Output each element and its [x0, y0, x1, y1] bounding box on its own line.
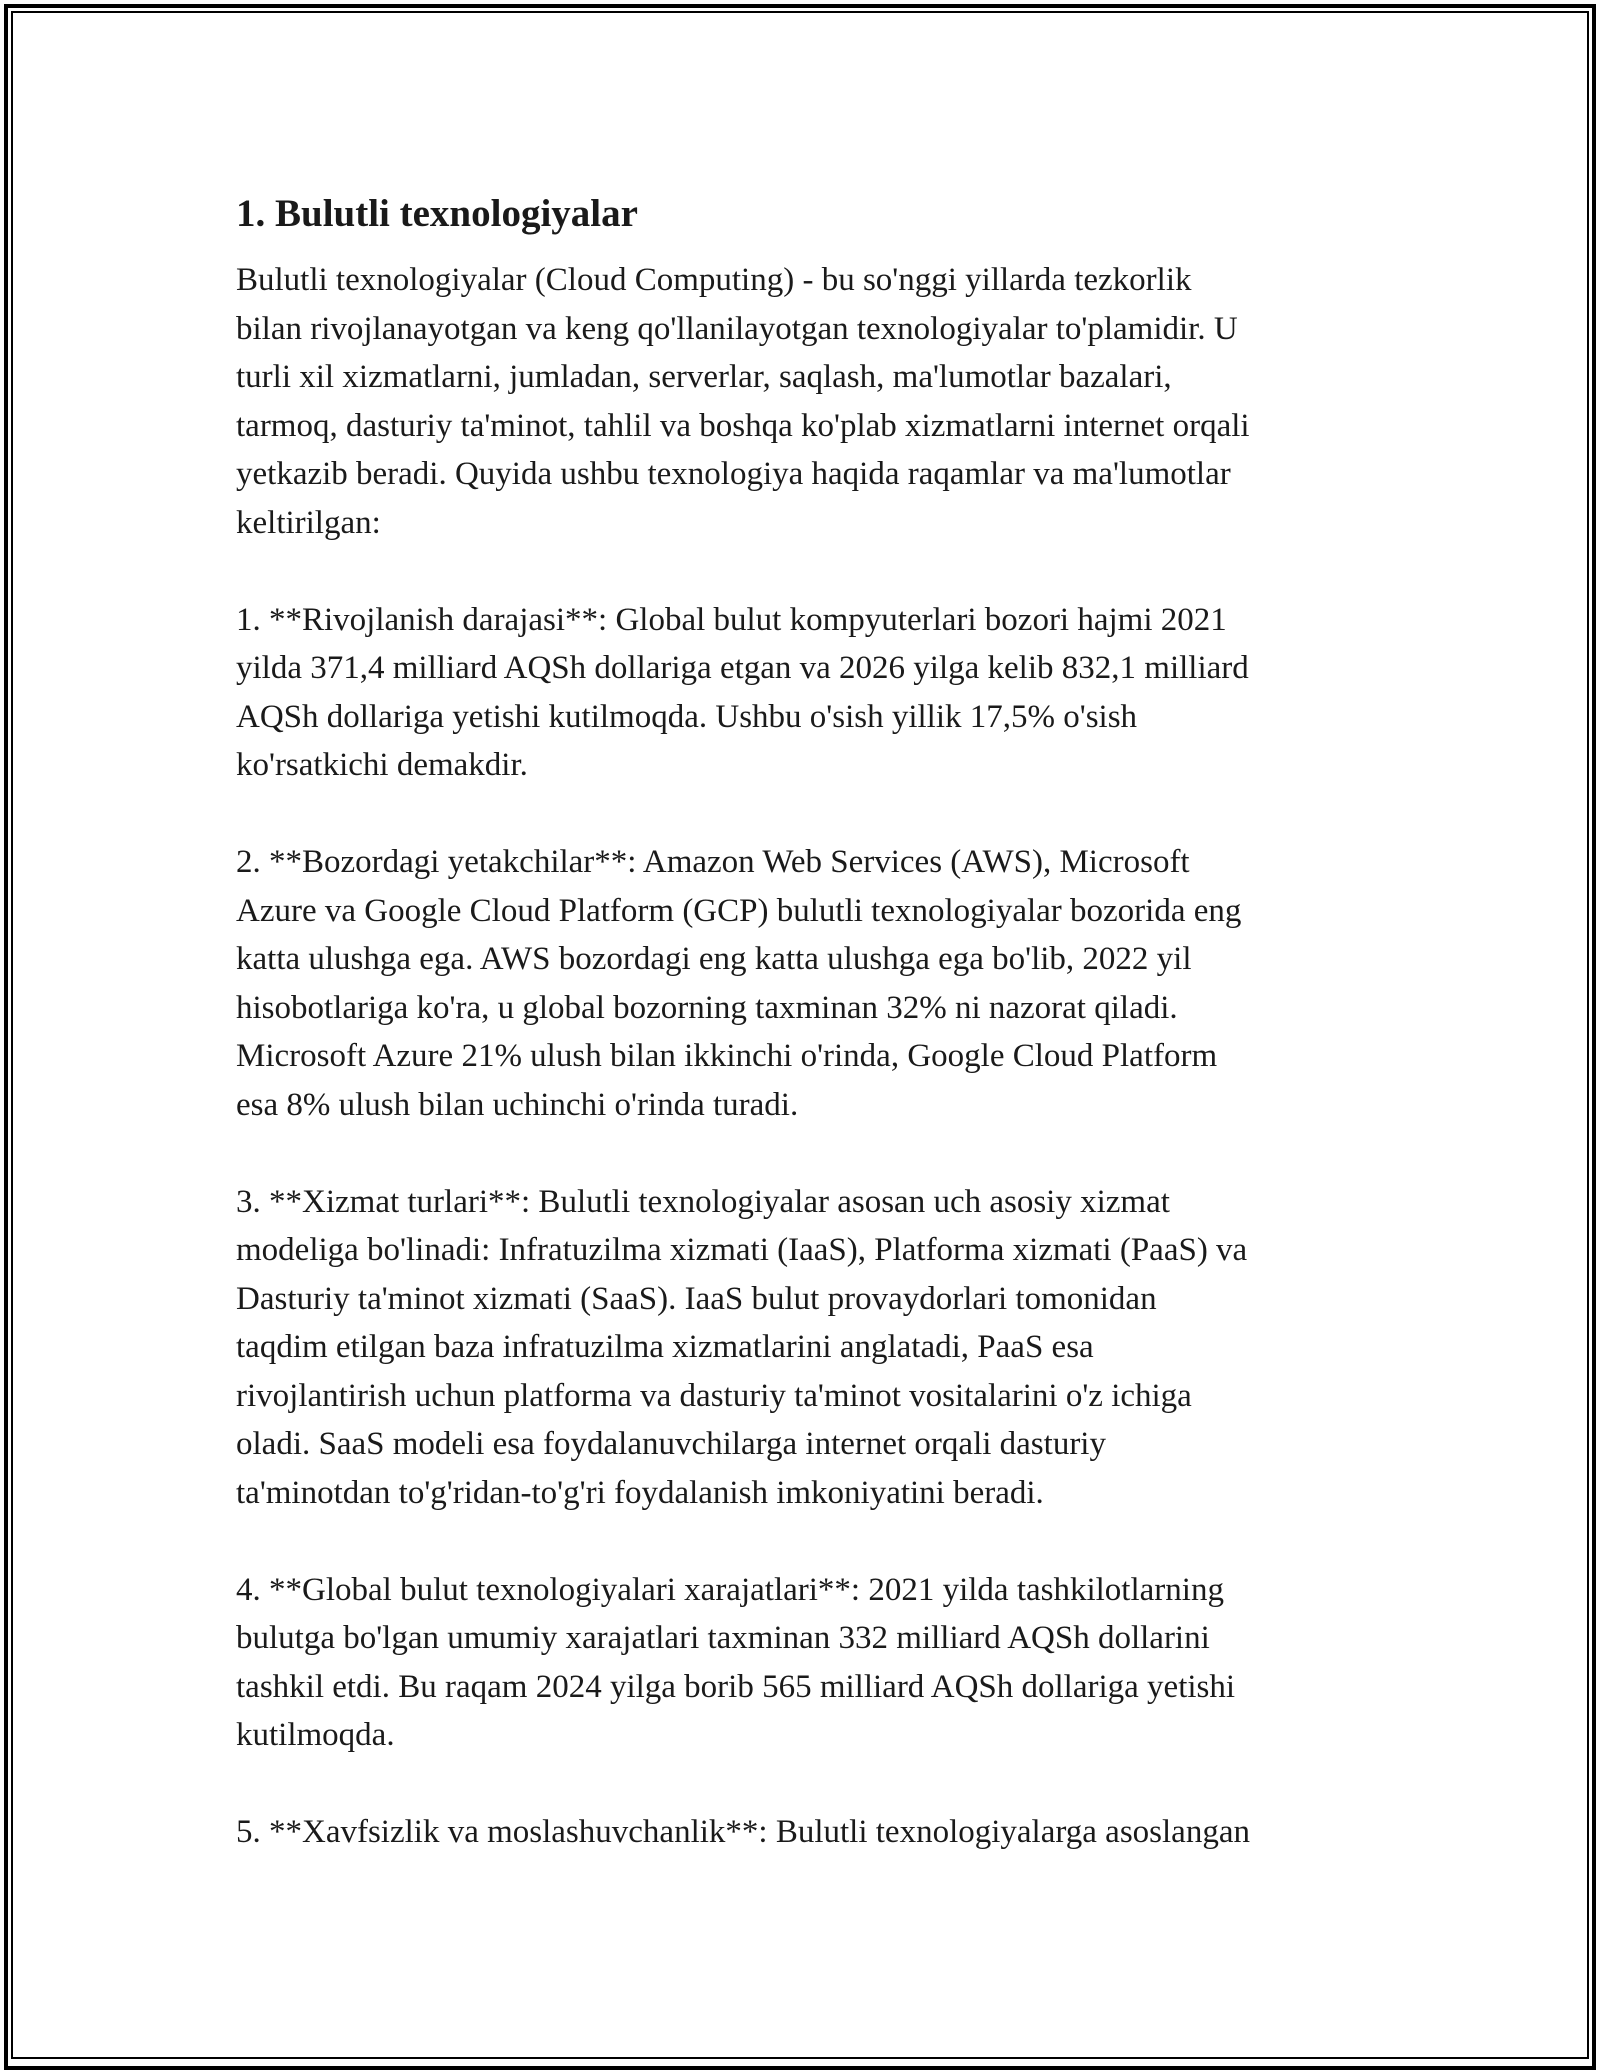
list-item-4: 4. **Global bulut texnologiyalari xarajatlari**: 2021 yilda tashkilotlarning bulutga bo'lgan umumiy xarajatlari taxminan 332 milliard AQSh dollarini tashkil etdi. Bu raqam 2024 yilga borib 565 milliard AQSh dollariga yetishi kutilmoqda. [236, 1571, 1236, 1753]
list-item-1: 1. **Rivojlanish darajasi**: Global bulut kompyuterlari bozori hajmi 2021 yilda 371,4 milliard AQSh dollariga etgan va 2026 yilga kelib 832,1 milliard AQSh dollariga yetishi kutilmoqda. Ushbu o'sish yillik 17,5% o'sish ko'rsatkichi demakdir. [236, 601, 1249, 783]
page-title: 1. Bulutli texnologiyalar [236, 192, 638, 235]
list-item-2: 2. **Bozordagi yetakchilar**: Amazon Web Services (AWS), Microsoft Azure va Google Cloud Platform (GCP) bulutli texnologiyalar bozorida eng katta ulushga ega. AWS bozordagi eng katta ulushga ega bo'lib, 2022 yil hisobotlariga ko'ra, u global bozorning taxminan 32% ni nazorat qiladi. Microsoft Azure 21% ulush bilan ikkinchi o'rinda, Google Cloud Platform esa 8% ulush bilan uchinchi o'rinda turadi. [236, 844, 1242, 1123]
intro-paragraph: Bulutli texnologiyalar (Cloud Computing) - bu so'nggi yillarda tezkorlik bilan rivojlanayotgan va keng qo'llanilayotgan texnologiyalar to'plamidir. U turli xil xizmatlarni, jumladan, serverlar, saqlash, ma'lumotlar bazalari, tarmoq, dasturiy ta'minot, tahlil va boshqa ko'plab xizmatlarni internet orqali yetkazib beradi. Quyida ushbu texnologiya haqida raqamlar va ma'lumotlar keltirilgan: [236, 262, 1250, 541]
document-body [236, 186, 1376, 1857]
list-item-5: 5. **Xavfsizlik va moslashuvchanlik**: Bulutli texnologiyalarga asoslangan [236, 1814, 1250, 1850]
list-item-3: 3. **Xizmat turlari**: Bulutli texnologiyalar asosan uch asosiy xizmat modeliga bo'linadi: Infratuzilma xizmati (IaaS), Platforma xizmati (PaaS) va Dasturiy ta'minot xizmati (SaaS). IaaS bulut provaydorlari tomonidan taqdim etilgan baza infratuzilma xizmatlarini anglatadi, PaaS esa rivojlantirish uchun platforma va dasturiy ta'minot vositalarini o'z ichiga oladi. SaaS modeli esa foydalanuvchilarga internet orqali dasturiy ta'minotdan to'g'ridan-to'g'ri foydalanish imkoniyatini beradi. [236, 1183, 1248, 1511]
